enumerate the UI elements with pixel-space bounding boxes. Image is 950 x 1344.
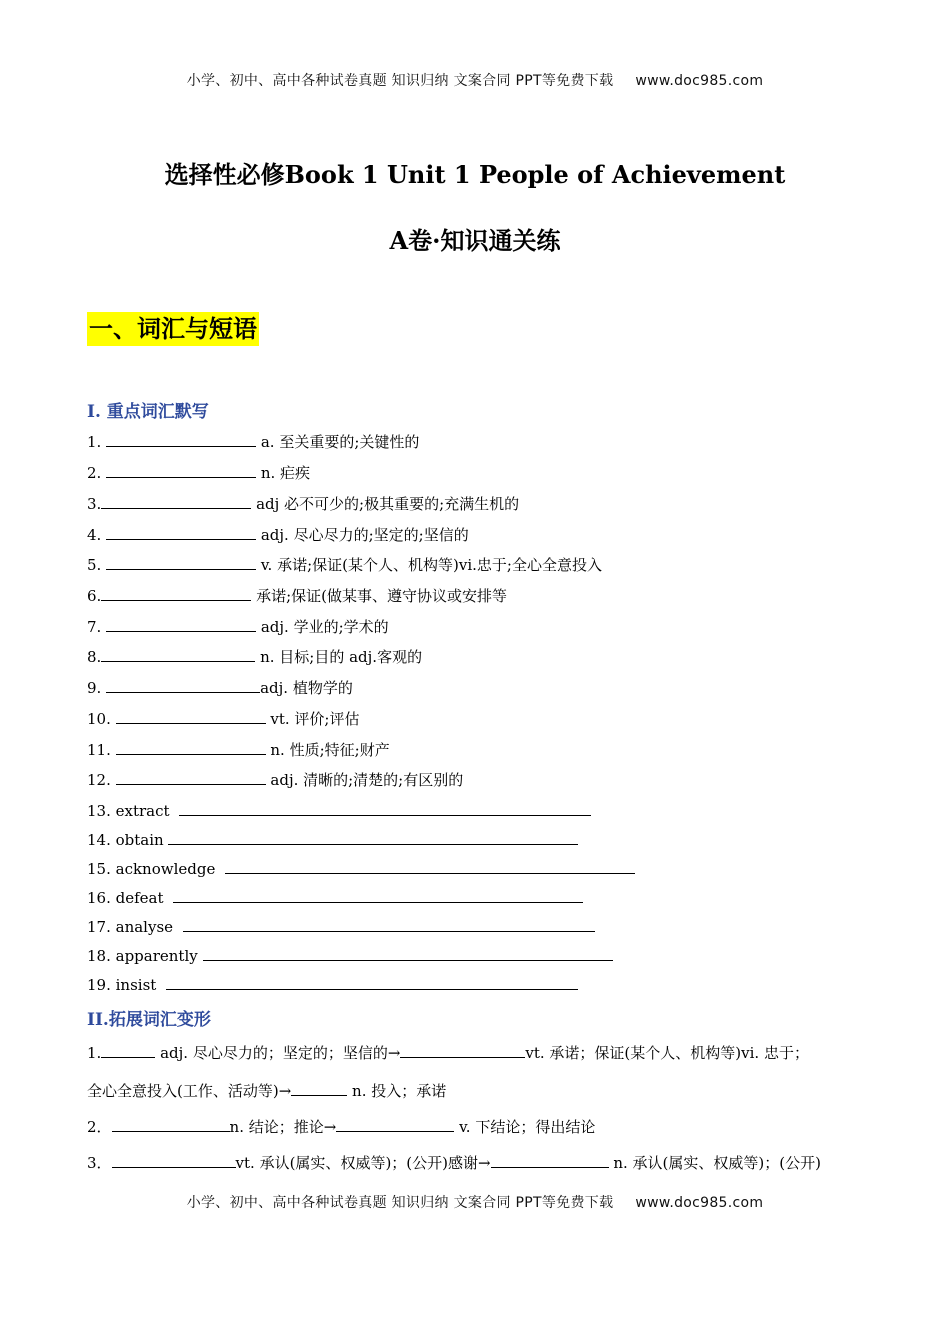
answer-blank[interactable]: [116, 739, 266, 755]
answer-blank[interactable]: [106, 677, 260, 693]
word-item-19: 19. insist: [87, 974, 578, 995]
answer-blank[interactable]: [106, 431, 256, 447]
answer-blank[interactable]: [101, 493, 251, 509]
vocab-item-4: 4. adj. 尽心尽力的;坚定的;坚信的: [87, 526, 469, 544]
derivation-item-3: 3． vt. 承认(属实、权威等)；(公开)感谢→ n. 承认(属实、权威等)；(公开): [87, 1154, 821, 1172]
answer-blank[interactable]: [101, 1042, 155, 1058]
footer-text: 小学、初中、高中各种试卷真题 知识归纳 文案合同 PPT等免费下载: [186, 1195, 614, 1211]
footer-url[interactable]: www.doc985.com: [635, 1195, 764, 1211]
answer-blank[interactable]: [183, 916, 595, 932]
page-subtitle: A卷·知识通关练: [389, 226, 561, 255]
vocab-item-10: 10. vt. 评价;评估: [87, 710, 360, 728]
header-url[interactable]: www.doc985.com: [635, 73, 764, 89]
answer-blank[interactable]: [112, 1152, 236, 1168]
word-item-13: 13. extract: [87, 800, 591, 821]
answer-blank[interactable]: [116, 708, 266, 724]
word-item-15: 15. acknowledge: [87, 858, 635, 879]
vocab-item-9: 9. adj. 植物学的: [87, 679, 353, 697]
answer-blank[interactable]: [112, 1116, 230, 1132]
part1-heading: I. 重点词汇默写: [87, 402, 209, 422]
answer-blank[interactable]: [225, 858, 635, 874]
answer-blank[interactable]: [491, 1152, 609, 1168]
answer-blank[interactable]: [336, 1116, 454, 1132]
word-item-18: 18. apparently: [87, 945, 613, 966]
answer-blank[interactable]: [291, 1080, 347, 1096]
page-title: 选择性必修Book 1 Unit 1 People of Achievement: [164, 160, 786, 189]
word-item-16: 16. defeat: [87, 887, 583, 908]
vocab-item-8: 8. n. 目标;目的 adj.客观的: [87, 648, 423, 666]
answer-blank[interactable]: [179, 800, 591, 816]
answer-blank[interactable]: [106, 524, 256, 540]
answer-blank[interactable]: [101, 585, 251, 601]
word-item-17: 17. analyse: [87, 916, 595, 937]
vocab-item-11: 11. n. 性质;特征;财产: [87, 741, 390, 759]
page-header: [0, 70, 950, 90]
vocab-item-12: 12. adj. 清晰的;清楚的;有区别的: [87, 771, 464, 789]
vocab-item-2: 2. n. 疟疾: [87, 464, 311, 482]
answer-blank[interactable]: [203, 945, 613, 961]
part2-heading: II.拓展词汇变形: [87, 1010, 211, 1030]
vocab-item-3: 3. adj 必不可少的;极其重要的;充满生机的: [87, 495, 520, 513]
answer-blank[interactable]: [166, 974, 578, 990]
answer-blank[interactable]: [106, 554, 256, 570]
header-text: 小学、初中、高中各种试卷真题 知识归纳 文案合同 PPT等免费下载: [186, 73, 614, 89]
section-heading: 一、词汇与短语: [87, 312, 259, 346]
vocab-item-6: 6. 承诺;保证(做某事、遵守协议或安排等: [87, 587, 507, 605]
derivation-item-1: 1. adj. 尽心尽力的；坚定的；坚信的→ vt. 承诺；保证(某个人、机构等)vi. 忠于；: [87, 1044, 809, 1062]
answer-blank[interactable]: [101, 646, 255, 662]
answer-blank[interactable]: [116, 769, 266, 785]
answer-blank[interactable]: [106, 462, 256, 478]
vocab-item-5: 5. v. 承诺;保证(某个人、机构等)vi.忠于;全心全意投入: [87, 556, 602, 574]
vocab-item-7: 7. adj. 学业的;学术的: [87, 618, 389, 636]
vocab-item-1: 1. a. 至关重要的;关键性的: [87, 433, 420, 451]
answer-blank[interactable]: [168, 829, 578, 845]
derivation-item-1-cont: 全心全意投入(工作、活动等)→ n. 投入；承诺: [87, 1082, 447, 1100]
answer-blank[interactable]: [106, 616, 256, 632]
derivation-item-2: 2． n. 结论；推论→ v. 下结论；得出结论: [87, 1118, 596, 1136]
answer-blank[interactable]: [173, 887, 583, 903]
answer-blank[interactable]: [400, 1042, 525, 1058]
page-footer: [0, 1192, 950, 1212]
word-item-14: 14. obtain: [87, 829, 578, 850]
